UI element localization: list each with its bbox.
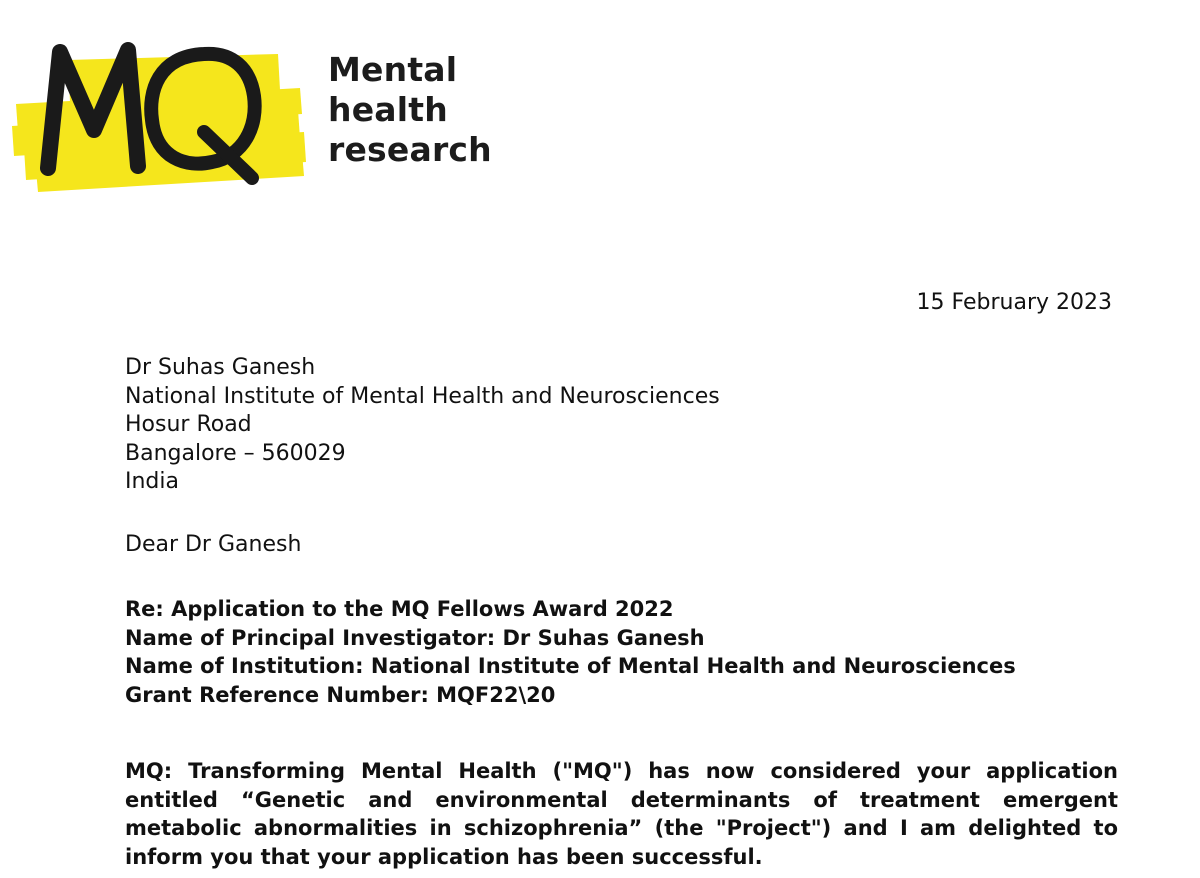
re-subject: Re: Application to the MQ Fellows Award 2022: [125, 597, 674, 621]
logo-tagline-line: Mental: [328, 50, 458, 89]
logo-tagline-line: health: [328, 90, 448, 129]
recipient-street: Hosur Road: [125, 412, 252, 437]
re-grant-reference: Grant Reference Number: MQF22\20: [125, 683, 556, 708]
recipient-institution: National Institute of Mental Health and Neurosciences: [125, 383, 720, 409]
reference-block: [125, 595, 1016, 710]
letter-date: 15 February 2023: [916, 290, 1112, 315]
logo-tagline-line: research: [328, 130, 492, 169]
logo-tagline: [328, 50, 492, 170]
mq-logo: [8, 40, 308, 200]
re-principal-investigator: Name of Principal Investigator: Dr Suhas Ganesh: [125, 625, 705, 650]
re-institution: Name of Institution: National Institute of Mental Health and Neurosciences: [125, 654, 1016, 679]
recipient-country: India: [125, 469, 179, 494]
recipient-address: [125, 354, 720, 497]
body-paragraph: MQ: Transforming Mental Health ("MQ") has now considered your application entitled “Genetic and environmental determinants of treatment emergent metabolic abnormalities in schizophrenia” (the "Project") and I am delighted to inform you that your application has been successful.: [125, 759, 1118, 869]
salutation: Dear Dr Ganesh: [125, 532, 302, 557]
mq-logo-mark: [8, 40, 308, 200]
recipient-name: Dr Suhas Ganesh: [125, 355, 316, 380]
recipient-city: Bangalore – 560029: [125, 440, 346, 466]
